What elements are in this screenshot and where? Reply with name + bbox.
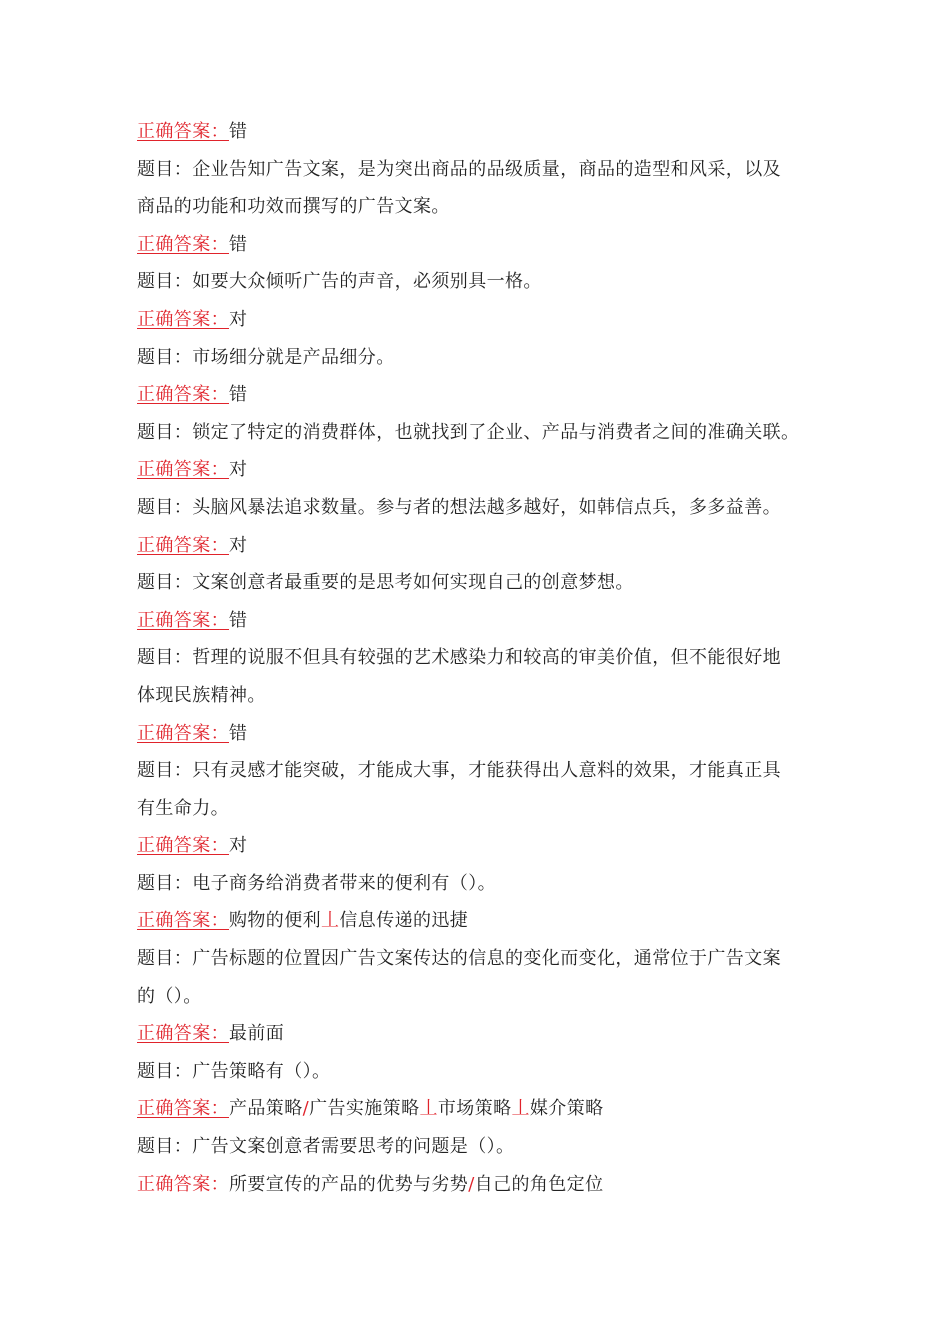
- answer-label: 正确答案：: [137, 459, 229, 481]
- answer-value: 市场策略: [437, 1098, 512, 1120]
- question-label: 题目：: [137, 760, 193, 782]
- question-label: 题目：: [137, 346, 193, 368]
- question-continuation: 体现民族精神。: [137, 684, 266, 706]
- question-line: [137, 489, 817, 527]
- answer-line: [137, 226, 817, 264]
- question-line: [137, 1053, 817, 1091]
- answer-value: 所要宣传的产品的优势与劣势: [229, 1173, 469, 1195]
- answer-separator: 丄: [321, 910, 340, 932]
- answer-value: 对: [229, 534, 248, 556]
- question-line: [137, 414, 817, 452]
- question-text: 广告标题的位置因广告文案传达的信息的变化而变化，通常位于广告文案: [192, 948, 781, 970]
- question-text: 电子商务给消费者带来的便利有（）。: [192, 872, 497, 894]
- question-label: 题目：: [137, 158, 193, 180]
- question-text: 企业告知广告文案，是为突出商品的品级质量，商品的造型和风采，以及: [192, 158, 781, 180]
- answer-value: 购物的便利: [229, 910, 321, 932]
- question-text: 锁定了特定的消费群体，也就找到了企业、产品与消费者之间的准确关联。: [192, 421, 800, 443]
- answer-value: 错: [229, 722, 248, 744]
- question-text: 头脑风暴法追求数量。参与者的想法越多越好，如韩信点兵，多多益善。: [192, 496, 781, 518]
- question-text: 广告策略有（）。: [192, 1060, 331, 1082]
- question-line: [137, 752, 817, 790]
- answer-value: 对: [229, 308, 248, 330]
- answer-line: [137, 527, 817, 565]
- question-continuation: 商品的功能和功效而撰写的广告文案。: [137, 196, 450, 218]
- answer-value: 信息传递的迅捷: [339, 910, 469, 932]
- question-line: [137, 339, 817, 377]
- question-label: 题目：: [137, 948, 193, 970]
- question-text: 哲理的说服不但具有较强的艺术感染力和较高的审美价值，但不能很好地: [192, 647, 781, 669]
- question-text: 市场细分就是产品细分。: [192, 346, 395, 368]
- question-line: [137, 564, 817, 602]
- answer-line: [137, 902, 817, 940]
- question-continuation: 有生命力。: [137, 797, 229, 819]
- answer-line: [137, 827, 817, 865]
- question-line: [137, 639, 817, 677]
- answer-label: 正确答案：: [137, 534, 229, 556]
- question-text: 广告文案创意者需要思考的问题是（）。: [192, 1136, 515, 1158]
- answer-value: 错: [229, 609, 248, 631]
- question-text: 文案创意者最重要的是思考如何实现自己的创意梦想。: [192, 572, 634, 594]
- answer-value: 对: [229, 835, 248, 857]
- answer-value: 对: [229, 459, 248, 481]
- answer-label: 正确答案：: [137, 308, 229, 330]
- answer-line: [137, 451, 817, 489]
- question-label: 题目：: [137, 572, 193, 594]
- answer-line: [137, 113, 817, 151]
- answer-label: 正确答案：: [137, 1098, 229, 1120]
- question-label: 题目：: [137, 872, 193, 894]
- answer-value: 错: [229, 384, 248, 406]
- answer-label: 正确答案：: [137, 1173, 229, 1195]
- question-line: [137, 263, 817, 301]
- answer-line: [137, 1015, 817, 1053]
- answer-line: [137, 1090, 817, 1128]
- question-label: 题目：: [137, 647, 193, 669]
- question-text: 只有灵感才能突破，才能成大事，才能获得出人意料的效果，才能真正具: [192, 760, 781, 782]
- answer-line: [137, 715, 817, 753]
- answer-value: 广告实施策略: [309, 1098, 420, 1120]
- answer-value: 产品策略: [229, 1098, 303, 1120]
- answer-value: 媒介策略: [529, 1098, 604, 1120]
- answer-value: 最前面: [229, 1023, 285, 1045]
- question-label: 题目：: [137, 421, 193, 443]
- answer-line: [137, 376, 817, 414]
- answer-label: 正确答案：: [137, 910, 229, 932]
- question-line: [137, 940, 817, 978]
- answer-separator: 丄: [419, 1098, 438, 1120]
- answer-separator: /: [302, 1098, 310, 1120]
- answer-value: 错: [229, 233, 248, 255]
- question-label: 题目：: [137, 1136, 193, 1158]
- answer-label: 正确答案：: [137, 835, 229, 857]
- answer-line: [137, 602, 817, 640]
- answer-label: 正确答案：: [137, 1023, 229, 1045]
- answer-label: 正确答案：: [137, 233, 229, 255]
- answer-label: 正确答案：: [137, 121, 229, 142]
- answer-label: 正确答案：: [137, 384, 229, 406]
- question-label: 题目：: [137, 271, 193, 293]
- answer-label: 正确答案：: [137, 722, 229, 744]
- qa-list: [137, 113, 817, 1203]
- question-text: 如要大众倾听广告的声音，必须别具一格。: [192, 271, 542, 293]
- question-line: [137, 865, 817, 903]
- question-line: [137, 151, 817, 189]
- answer-label: 正确答案：: [137, 609, 229, 631]
- question-label: 题目：: [137, 1060, 193, 1082]
- question-continuation: 的（）。: [137, 985, 202, 1007]
- answer-line: [137, 1166, 817, 1204]
- answer-value: 自己的角色定位: [474, 1173, 604, 1195]
- question-label: 题目：: [137, 496, 193, 518]
- answer-separator: 丄: [511, 1098, 530, 1120]
- question-line: [137, 1128, 817, 1166]
- answer-separator: /: [468, 1173, 475, 1195]
- answer-value: 错: [229, 121, 248, 142]
- answer-line: [137, 301, 817, 339]
